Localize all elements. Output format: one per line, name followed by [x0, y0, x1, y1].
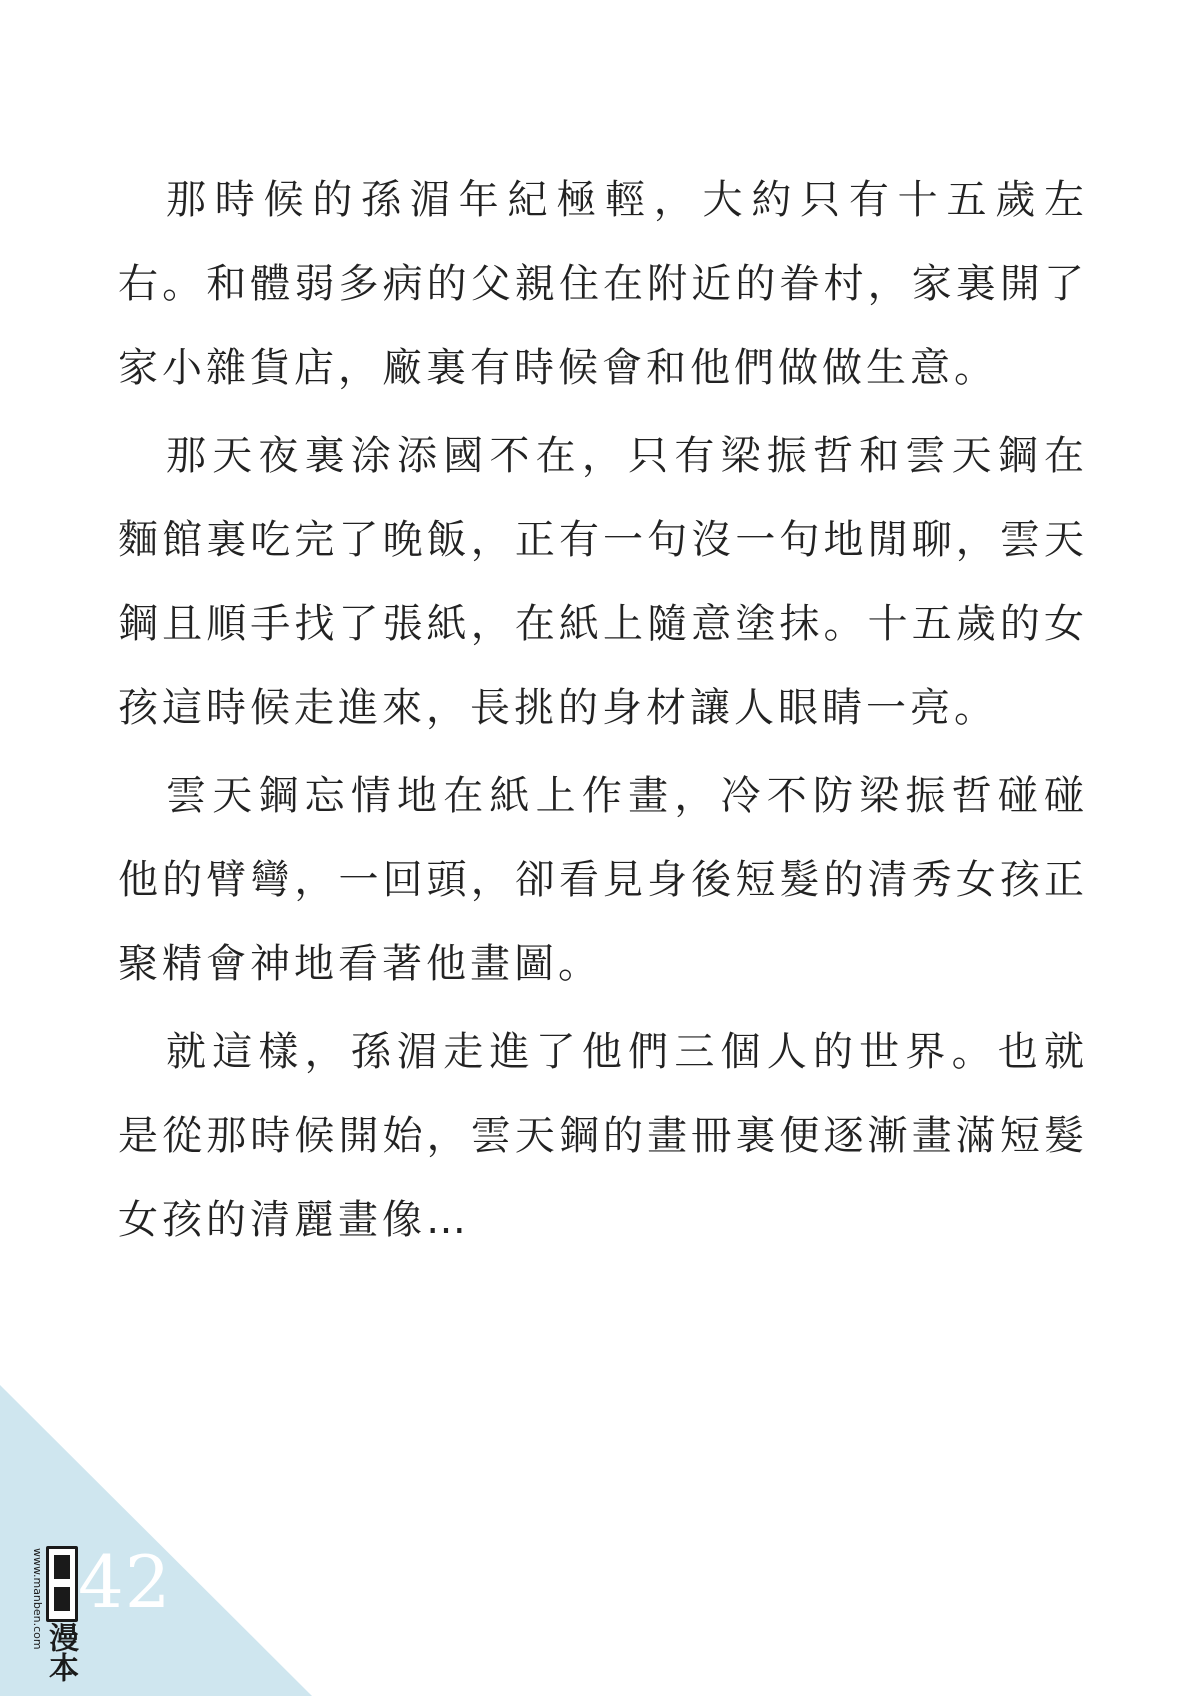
paragraph-3: 雲天鋼忘情地在紙上作畫，冷不防梁振哲碰碰他的臂彎，一回頭，卻看見身後短髮的清秀女孩正聚精會神地看著他畫圖。 — [118, 773, 1088, 987]
watermark-url: www.manben.com — [31, 1548, 44, 1650]
watermark-logo-text: 漫本 — [43, 1622, 78, 1682]
page-number: 42 — [78, 1540, 172, 1624]
body-text — [118, 158, 1088, 1266]
paragraph-4: 就這樣，孫湄走進了他們三個人的世界。也就是從那時候開始，雲天鋼的畫冊裏便逐漸畫滿短髮女孩的清麗畫像… — [118, 1029, 1088, 1243]
paragraph-2: 那天夜裏涂添國不在，只有梁振哲和雲天鋼在麵館裏吃完了晚飯，正有一句沒一句地閒聊，雲天鋼且順手找了張紙，在紙上隨意塗抹。十五歲的女孩這時候走進來，長挑的身材讓人眼睛一亮。 — [118, 433, 1088, 731]
paragraph-1: 那時候的孫湄年紀極輕，大約只有十五歲左右。和體弱多病的父親住在附近的眷村，家裏開了家小雜貨店，廠裏有時候會和他們做做生意。 — [118, 177, 1088, 391]
watermark-logo-icon — [46, 1546, 78, 1622]
